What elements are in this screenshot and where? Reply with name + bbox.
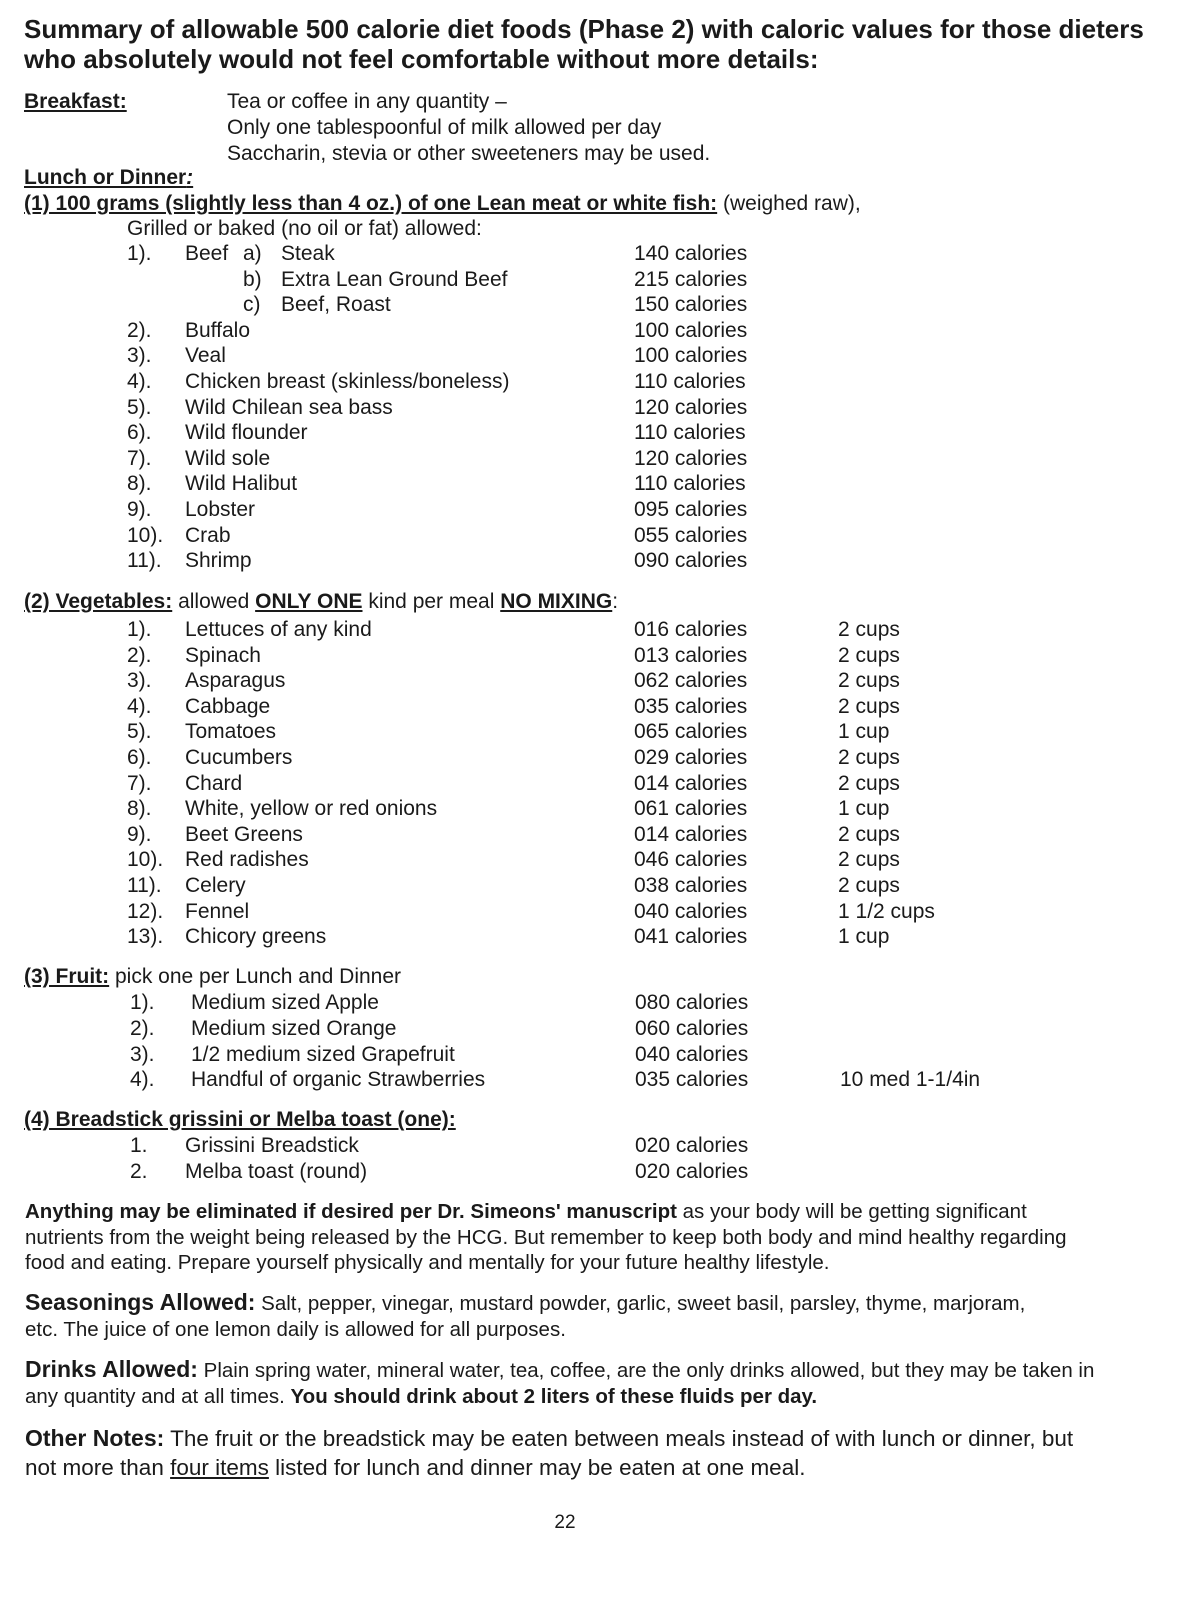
- seasonings-note: Seasonings Allowed: Salt, pepper, vinegar, mustard powder, garlic, sweet basil, parsley, thyme, marjoram, etc. The juice of one lemon daily is allowed for all purposes.: [25, 1289, 1026, 1341]
- item-group: Beef: [185, 242, 229, 265]
- item-calories: 014 calories: [634, 771, 748, 795]
- breakfast-line-2: Only one tablespoonful of milk allowed per day: [227, 116, 662, 139]
- item-number: 8).: [127, 797, 152, 821]
- item-name: Spinach: [185, 643, 261, 667]
- item-name: Fennel: [185, 899, 250, 923]
- item-sub-letter: a): [243, 242, 262, 265]
- item-calories: 090 calories: [634, 549, 748, 573]
- item-number: 1).: [130, 991, 155, 1014]
- item-calories: 035 calories: [635, 1068, 749, 1092]
- item-number: 1).: [127, 618, 152, 641]
- page-title: [24, 14, 1181, 74]
- item-number: 1.: [130, 1134, 148, 1157]
- item-calories: 020 calories: [635, 1134, 749, 1157]
- item-calories: 120 calories: [634, 446, 748, 470]
- item-name: Grissini Breadstick: [185, 1134, 359, 1157]
- item-sub-letter: c): [243, 293, 261, 317]
- item-number: 2).: [127, 318, 152, 342]
- item-name: Chicken breast (skinless/boneless): [185, 370, 510, 393]
- breadstick-heading: (4) Breadstick grissini or Melba toast (one):: [24, 1108, 456, 1131]
- item-quantity: 2 cups: [838, 848, 900, 872]
- item-quantity: 2 cups: [838, 771, 900, 795]
- item-name: Crab: [185, 523, 231, 547]
- item-number: 5).: [127, 720, 152, 744]
- item-name: Melba toast (round): [185, 1160, 368, 1183]
- item-quantity: 10 med 1-1/4in: [840, 1068, 981, 1092]
- item-name: Red radishes: [185, 848, 309, 872]
- item-number: 13).: [127, 925, 164, 949]
- item-number: 3).: [130, 1042, 155, 1066]
- breakfast-line-3: Saccharin, stevia or other sweeteners may be used.: [227, 142, 711, 165]
- drinks-label: Drinks Allowed:: [25, 1356, 198, 1382]
- breakfast-line-1: Tea or coffee in any quantity –: [227, 90, 507, 113]
- item-calories: 013 calories: [634, 643, 748, 667]
- item-name: Cabbage: [185, 694, 271, 718]
- item-calories: 055 calories: [634, 523, 748, 547]
- item-calories: 020 calories: [635, 1160, 749, 1183]
- breakfast-label: Breakfast:: [24, 90, 127, 113]
- item-calories: 110 calories: [634, 421, 746, 445]
- drinks-note: Drinks Allowed: Plain spring water, mineral water, tea, coffee, are the only drinks allowed, but they may be taken in any quantity and at all times. You should drink about 2 liters of these fluids per day.: [25, 1356, 1095, 1408]
- item-calories: 080 calories: [635, 991, 749, 1014]
- item-number: 4).: [127, 694, 152, 718]
- item-calories: 040 calories: [634, 899, 748, 923]
- title-line-1: Summary of allowable 500 calorie diet foods (Phase 2) with caloric values for those dieters: [24, 14, 1144, 44]
- item-quantity: 2 cups: [838, 874, 900, 897]
- item-number: 6).: [127, 746, 152, 769]
- item-calories: 215 calories: [634, 267, 748, 291]
- item-name: Veal: [185, 344, 226, 368]
- item-quantity: 2 cups: [838, 669, 900, 693]
- item-calories: 016 calories: [634, 618, 748, 641]
- item-calories: 110 calories: [634, 370, 746, 393]
- item-number: 4).: [127, 370, 152, 393]
- item-number: 11).: [127, 874, 162, 897]
- seasonings-label: Seasonings Allowed:: [25, 1289, 256, 1315]
- meat-heading: [24, 191, 861, 217]
- item-number: 9).: [127, 498, 152, 521]
- item-name: Wild Halibut: [185, 472, 298, 496]
- item-number: 12).: [127, 899, 164, 923]
- item-calories: 095 calories: [634, 498, 748, 521]
- item-calories: 150 calories: [634, 293, 748, 317]
- item-name: Asparagus: [185, 669, 286, 693]
- item-name: Chard: [185, 771, 243, 795]
- item-calories: 100 calories: [634, 344, 748, 368]
- item-name: Medium sized Orange: [191, 1016, 397, 1040]
- item-calories: 110 calories: [634, 472, 746, 496]
- item-calories: 038 calories: [634, 874, 748, 897]
- page-number: 22: [554, 1512, 576, 1533]
- item-sub-letter: b): [243, 267, 262, 291]
- item-name: Steak: [281, 242, 335, 265]
- item-calories: 035 calories: [634, 694, 748, 718]
- item-number: 3).: [127, 344, 152, 368]
- item-quantity: 1 1/2 cups: [838, 899, 935, 923]
- item-name: Medium sized Apple: [191, 991, 379, 1014]
- item-number: 9).: [127, 822, 152, 846]
- item-name: White, yellow or red onions: [185, 797, 438, 821]
- item-quantity: 1 cup: [838, 720, 890, 744]
- item-name: Shrimp: [185, 549, 252, 573]
- item-number: 11).: [127, 549, 162, 573]
- item-name: Buffalo: [185, 318, 250, 342]
- item-name: Beet Greens: [185, 822, 303, 846]
- item-calories: 120 calories: [634, 395, 748, 419]
- item-calories: 041 calories: [634, 925, 748, 949]
- item-calories: 014 calories: [634, 822, 748, 846]
- item-name: Cucumbers: [185, 746, 293, 769]
- item-calories: 140 calories: [634, 242, 748, 265]
- item-number: 7).: [127, 446, 152, 470]
- item-quantity: 2 cups: [838, 618, 900, 641]
- item-name: Handful of organic Strawberries: [191, 1068, 486, 1092]
- item-calories: 062 calories: [634, 669, 748, 693]
- item-number: 5).: [127, 395, 152, 419]
- item-number: 2).: [127, 643, 152, 667]
- item-name: 1/2 medium sized Grapefruit: [191, 1042, 455, 1066]
- item-calories: 060 calories: [635, 1016, 749, 1040]
- item-number: 3).: [127, 669, 152, 693]
- item-calories: 061 calories: [634, 797, 748, 821]
- item-number: 8).: [127, 472, 152, 496]
- item-calories: 029 calories: [634, 746, 748, 769]
- item-number: 10).: [127, 848, 164, 872]
- fruit-heading: (3) Fruit: pick one per Lunch and Dinner: [24, 965, 402, 988]
- other-notes: Other Notes: The fruit or the breadstick may be eaten between meals instead of with lunch or dinner, but not more than four items listed for lunch and dinner may be eaten at one meal.: [25, 1425, 1074, 1480]
- item-number: 2).: [130, 1016, 155, 1040]
- item-calories: 100 calories: [634, 318, 748, 342]
- item-name: Wild flounder: [185, 421, 308, 445]
- vegetables-heading: (2) Vegetables: allowed ONLY ONE kind per meal NO MIXING:: [24, 590, 619, 613]
- item-name: Beef, Roast: [281, 293, 391, 317]
- meat-heading-label: (1) 100 grams (slightly less than 4 oz.) of one Lean meat or white fish:: [24, 192, 718, 215]
- meat-heading-note: (weighed raw),: [723, 192, 861, 215]
- item-number: 7).: [127, 771, 152, 795]
- item-quantity: 2 cups: [838, 746, 900, 769]
- item-number: 6).: [127, 421, 152, 445]
- item-name: Celery: [185, 874, 246, 897]
- other-notes-label: Other Notes:: [25, 1425, 165, 1451]
- item-number: 4).: [130, 1068, 155, 1092]
- item-quantity: 2 cups: [838, 643, 900, 667]
- item-number: 10).: [127, 523, 164, 547]
- item-number: 2.: [130, 1160, 148, 1183]
- item-name: Wild sole: [185, 446, 271, 470]
- title-line-2: who absolutely would not feel comfortable without more details:: [24, 44, 819, 74]
- item-calories: 040 calories: [635, 1042, 749, 1066]
- item-calories: 065 calories: [634, 720, 748, 744]
- item-name: Lobster: [185, 498, 256, 521]
- item-number: 1).: [127, 242, 152, 265]
- item-name: Wild Chilean sea bass: [185, 395, 393, 419]
- item-name: Extra Lean Ground Beef: [281, 267, 508, 291]
- item-name: Lettuces of any kind: [185, 618, 372, 641]
- eliminate-note: Anything may be eliminated if desired per Dr. Simeons' manuscript as your body will be getting significant nutrients from the weight being released by the HCG. But remember to keep both body and mind healthy regarding food and eating. Prepare yourself physically and mentally for your future healthy lifestyle.: [25, 1200, 1067, 1274]
- item-quantity: 1 cup: [838, 797, 890, 821]
- item-name: Chicory greens: [185, 925, 327, 949]
- item-quantity: 1 cup: [838, 925, 890, 949]
- meat-subheading: Grilled or baked (no oil or fat) allowed:: [127, 217, 482, 240]
- item-calories: 046 calories: [634, 848, 748, 872]
- lunch-dinner-heading: Lunch or Dinner:: [24, 166, 194, 189]
- item-name: Tomatoes: [185, 720, 277, 744]
- item-quantity: 2 cups: [838, 822, 900, 846]
- item-quantity: 2 cups: [838, 694, 900, 718]
